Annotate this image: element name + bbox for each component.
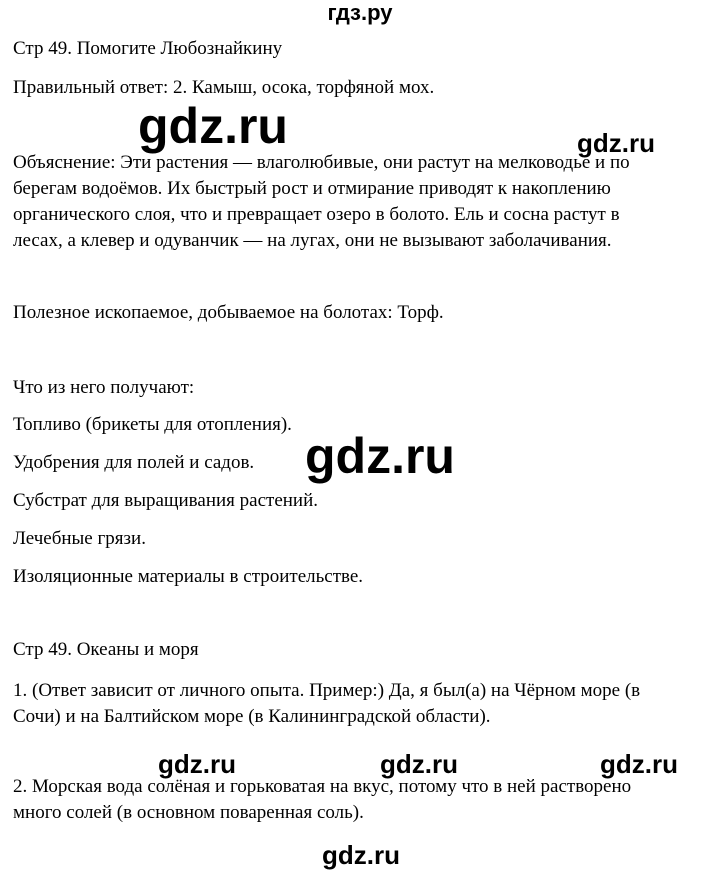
watermark: gdz.ru	[138, 98, 288, 154]
watermark: gdz.ru	[600, 749, 678, 779]
explanation-line: органического слоя, что и превращает озеро в болото. Ель и сосна растут в	[13, 204, 620, 225]
site-header: гдз.ру	[327, 0, 393, 25]
section-title: Стр 49. Океаны и моря	[13, 639, 199, 660]
list-item: Топливо (брикеты для отопления).	[13, 414, 292, 435]
uses-title: Что из него получают:	[13, 377, 195, 398]
watermark: gdz.ru	[305, 428, 455, 484]
watermark: gdz.ru	[158, 749, 236, 779]
watermark: gdz.ru	[322, 840, 400, 870]
list-item: Удобрения для полей и садов.	[13, 452, 255, 473]
watermark: gdz.ru	[577, 128, 655, 158]
explanation-line: берегам водоёмов. Их быстрый рост и отмирание приводят к накоплению	[13, 178, 611, 199]
answer-line: 1. (Ответ зависит от личного опыта. Пример:) Да, я был(а) на Чёрном море (в	[13, 680, 641, 701]
list-item: Субстрат для выращивания растений.	[13, 490, 319, 511]
list-item: Изоляционные материалы в строительстве.	[13, 566, 364, 587]
answer-line: много солей (в основном поваренная соль).	[13, 802, 364, 823]
explanation-line: Объяснение: Эти растения — влаголюбивые, они растут на мелководье и по	[13, 152, 630, 173]
answer-line: 2. Морская вода солёная и горьковатая на вкус, потому что в ней растворено	[13, 776, 632, 797]
mineral-text: Полезное ископаемое, добываемое на болотах: Торф.	[13, 302, 444, 323]
answer-line: Сочи) и на Балтийском море (в Калининградской области).	[13, 706, 491, 727]
list-item: Лечебные грязи.	[13, 528, 146, 549]
explanation-line: лесах, а клевер и одуванчик — на лугах, они не вызывают заболачивания.	[13, 230, 612, 251]
section-title: Стр 49. Помогите Любознайкину	[13, 38, 283, 59]
answer-text: Правильный ответ: 2. Камыш, осока, торфяной мох.	[13, 77, 435, 98]
watermark: gdz.ru	[380, 749, 458, 779]
